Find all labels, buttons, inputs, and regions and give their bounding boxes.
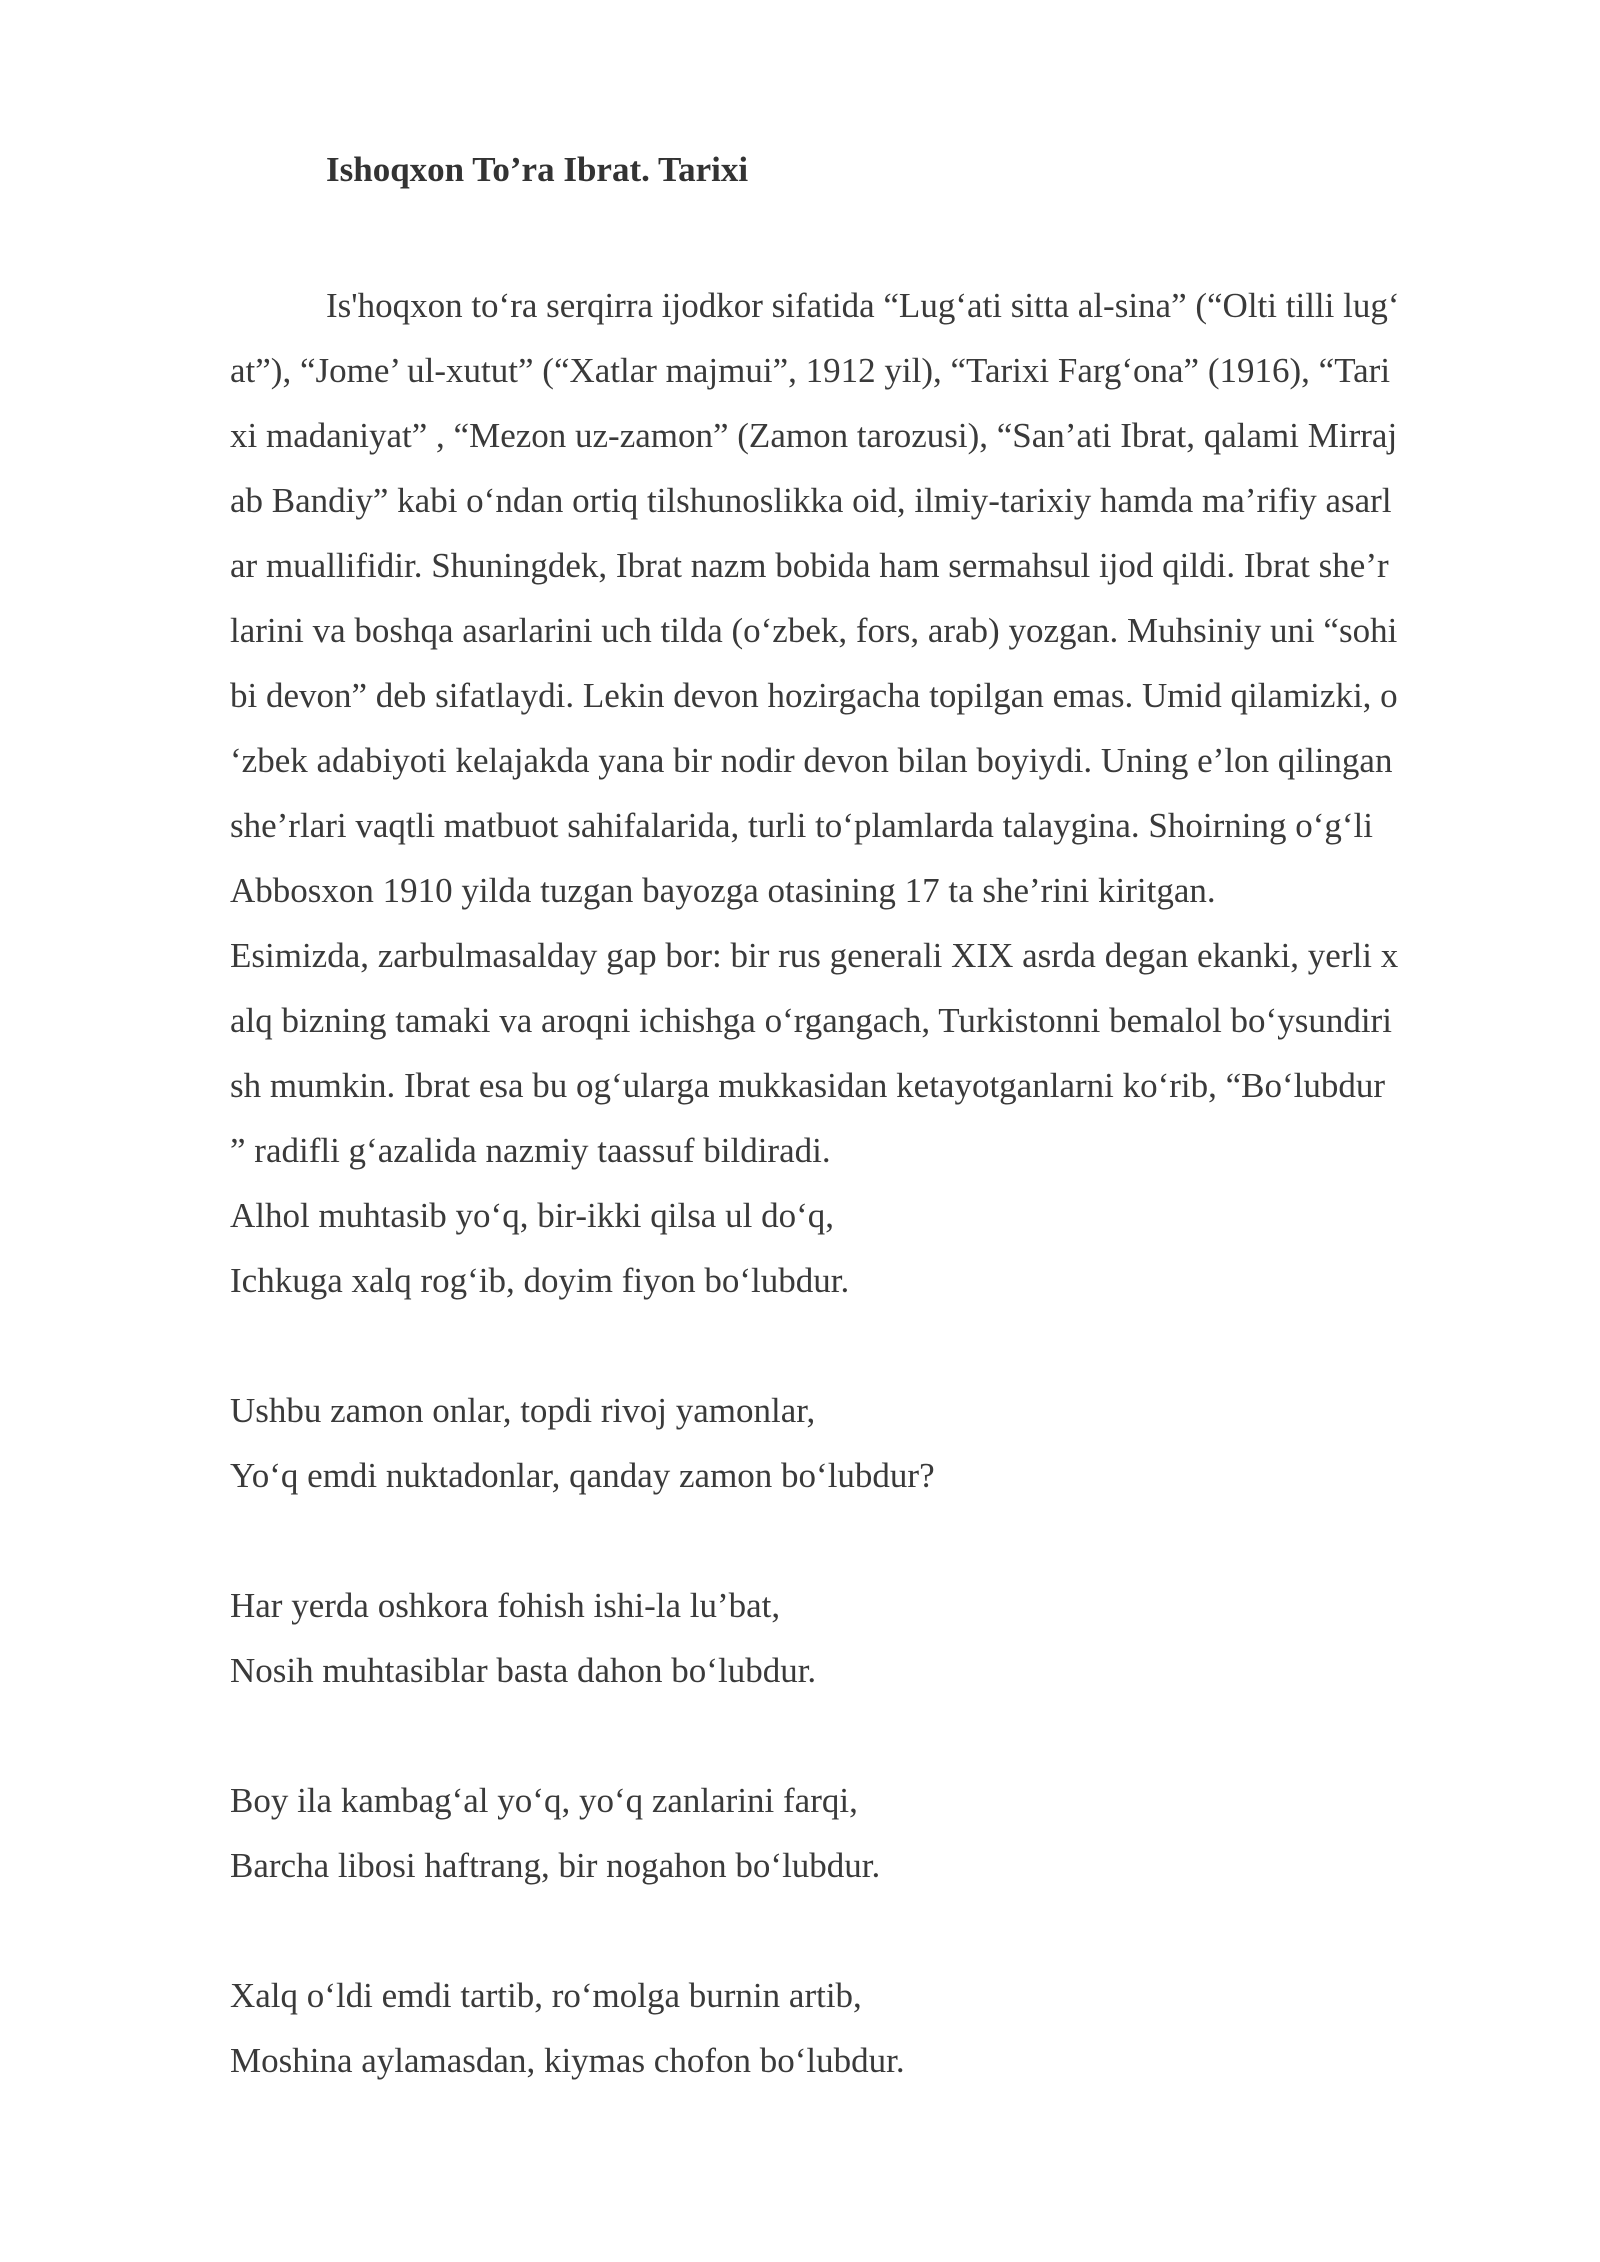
document-title: Ishoqxon To’ra Ibrat. Tarixi [326,150,749,189]
paragraph-line: larini va boshqa asarlarini uch tilda (o‘zbek, fors, arab) yozgan. Muhsiniy uni “sohi [230,611,1398,650]
paragraph-line: Is'hoqxon to‘ra serqirra ijodkor sifatida “Lug‘ati sitta al-sina” (“Olti tilli lug‘ [326,286,1400,325]
paragraph-line: at”), “Jome’ ul-xutut” (“Xatlar majmui”, 1912 yil), “Tarixi Farg‘ona” (1916), “Tari [230,351,1391,390]
paragraph-line: Abbosxon 1910 yilda tuzgan bayozga otasining 17 ta she’rini kiritgan. [230,871,1216,910]
poem-line: Xalq o‘ldi emdi tartib, ro‘molga burnin artib, [230,1976,862,2015]
paragraph-line: ar muallifidir. Shuningdek, Ibrat nazm bobida ham sermahsul ijod qildi. Ibrat she’r [230,546,1389,585]
poem-line: Ichkuga xalq rog‘ib, doyim fiyon bo‘lubdur. [230,1261,850,1300]
paragraph-line: bi devon” deb sifatlaydi. Lekin devon hozirgacha topilgan emas. Umid qilamizki, o [230,676,1398,715]
poem-line: Yo‘q emdi nuktadonlar, qanday zamon bo‘lubdur? [230,1456,935,1495]
paragraph-line: ” radifli g‘azalida nazmiy taassuf bildiradi. [230,1131,831,1170]
poem-line: Barcha libosi haftrang, bir nogahon bo‘lubdur. [230,1846,881,1885]
poem-line: Ushbu zamon onlar, topdi rivoj yamonlar, [230,1391,816,1430]
paragraph-line: ab Bandiy” kabi o‘ndan ortiq tilshunoslikka oid, ilmiy-tarixiy hamda ma’rifiy asarl [230,481,1392,520]
paragraph-line: Esimizda, zarbulmasalday gap bor: bir rus generali XIX asrda degan ekanki, yerli x [230,936,1399,975]
poem-line: Boy ila kambag‘al yo‘q, yo‘q zanlarini farqi, [230,1781,858,1820]
paragraph-line: xi madaniyat” , “Mezon uz-zamon” (Zamon tarozusi), “San’ati Ibrat, qalami Mirraj [230,416,1398,455]
paragraph-line: she’rlari vaqtli matbuot sahifalarida, turli to‘plamlarda talaygina. Shoirning o‘g‘li [230,806,1374,845]
poem-line: Moshina aylamasdan, kiymas chofon bo‘lubdur. [230,2041,905,2080]
poem-line: Alhol muhtasib yo‘q, bir-ikki qilsa ul do‘q, [230,1196,834,1235]
paragraph-line: sh mumkin. Ibrat esa bu og‘ularga mukkasidan ketayotganlarni ko‘rib, “Bo‘lubdur [230,1066,1386,1105]
poem-line: Har yerda oshkora fohish ishi-la lu’bat, [230,1586,781,1625]
paragraph-line: ‘zbek adabiyoti kelajakda yana bir nodir devon bilan boyiydi. Uning e’lon qilingan [230,741,1393,780]
poem-line: Nosih muhtasiblar basta dahon bo‘lubdur. [230,1651,817,1690]
paragraph-line: alq bizning tamaki va aroqni ichishga o‘rgangach, Turkistonni bemalol bo‘ysundiri [230,1001,1392,1040]
